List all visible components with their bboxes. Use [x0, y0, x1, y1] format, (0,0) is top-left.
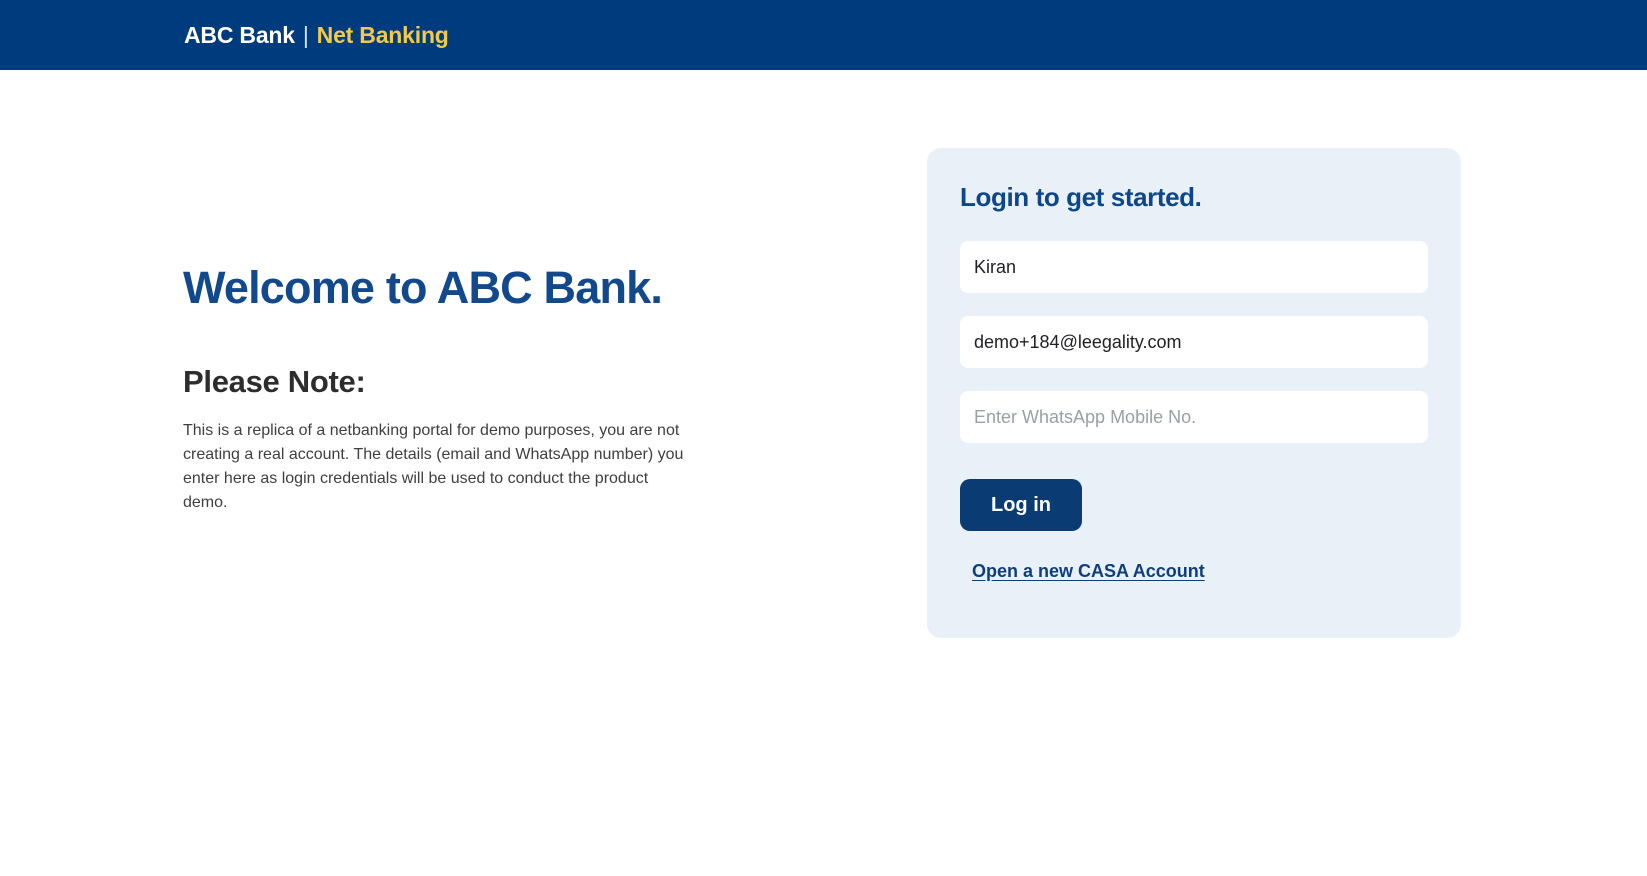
brand-line	[184, 22, 449, 49]
brand-product-name: Net Banking	[316, 21, 449, 48]
login-heading: Login to get started.	[960, 182, 1202, 212]
please-note-heading: Please Note:	[183, 364, 366, 399]
email-input[interactable]	[960, 316, 1428, 368]
brand-separator: |	[302, 21, 309, 48]
top-navbar	[0, 0, 1647, 70]
whatsapp-mobile-input[interactable]	[960, 391, 1428, 443]
note-paragraph	[183, 419, 743, 515]
open-casa-account-link[interactable]: Open a new CASA Account	[972, 561, 1205, 581]
note-line: enter here as login credentials will be used to conduct the product	[183, 470, 649, 487]
welcome-title: Welcome to ABC Bank.	[183, 262, 663, 313]
name-input[interactable]	[960, 241, 1428, 293]
brand-bank-name: ABC Bank	[184, 21, 295, 48]
note-line: demo.	[183, 494, 228, 511]
login-card	[927, 148, 1461, 638]
note-line: This is a replica of a netbanking portal for demo purposes, you are not	[183, 422, 680, 439]
note-line: creating a real account. The details (email and WhatsApp number) you	[183, 446, 684, 463]
login-button[interactable]: Log in	[960, 479, 1082, 531]
